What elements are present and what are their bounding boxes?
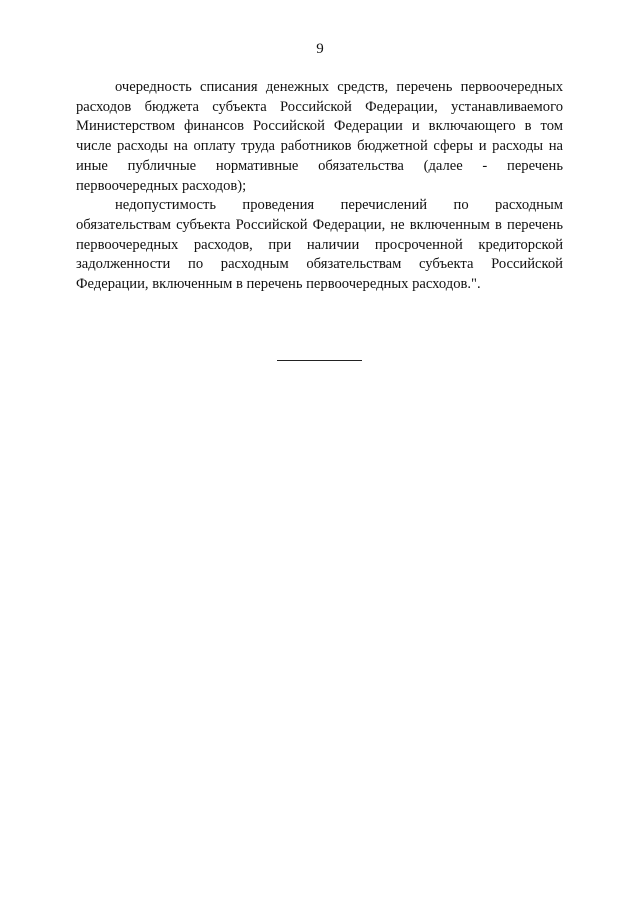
- end-separator-line: [277, 360, 362, 361]
- page-number: 9: [316, 41, 324, 57]
- document-body: [76, 78, 563, 295]
- paragraph-priority-order: очередность списания денежных средств, перечень первоочередных расходов бюджета субъекта Российской Федерации, устанавливаемого Министерством финансов Российской Федерации и включающего в том числе расходы на оплату труда работников бюджетной сферы и расходы на иные публичные нормативные обязательства (далее - перечень первоочередных расходов);: [76, 79, 563, 194]
- paragraph-transfer-prohibition: недопустимость проведения перечислений по расходным обязательствам субъекта Российской Федерации, не включенным в перечень первоочередных расходов, при наличии просроченной кредиторской задолженности по расходным обязательствам субъекта Российской Федерации, включенным в перечень первоочередных расходов.".: [76, 197, 563, 293]
